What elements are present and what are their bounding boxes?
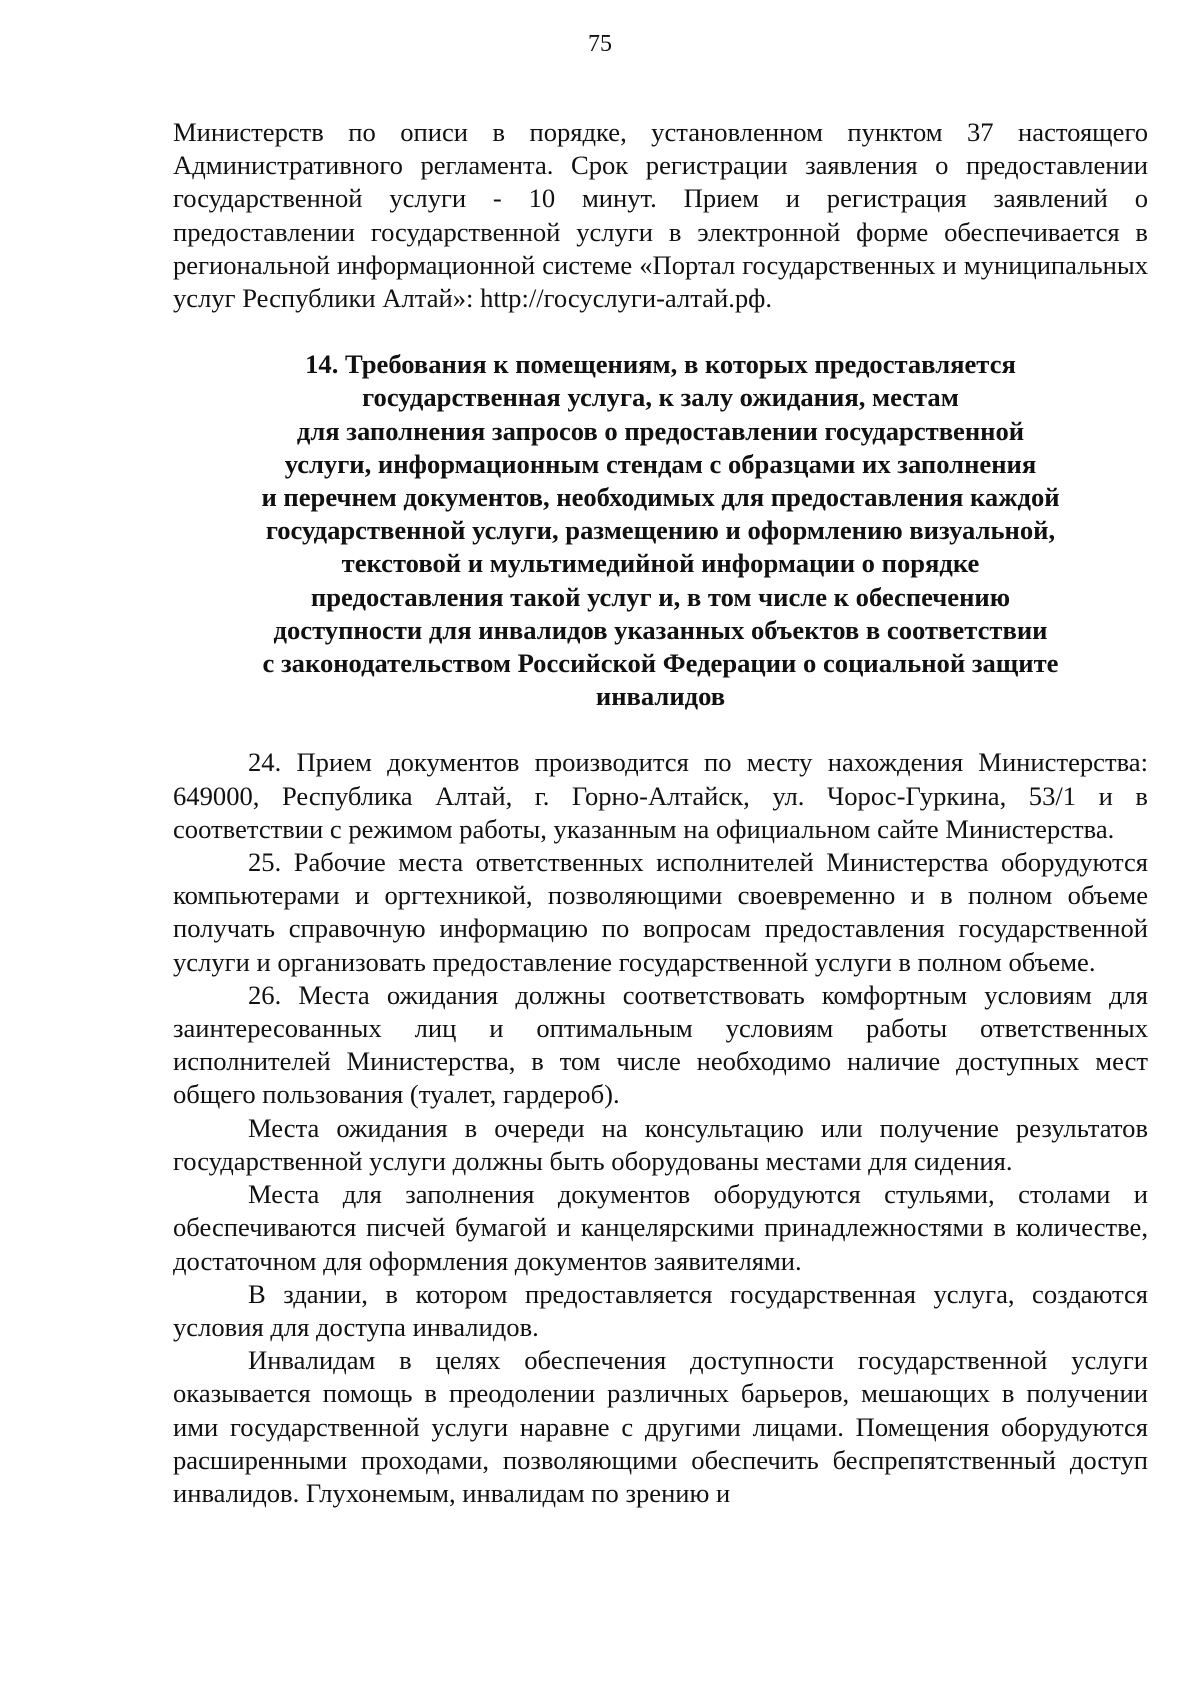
heading-line: для заполнения запросов о предоставлении государственной [296, 415, 1025, 446]
paragraph-disabled-assistance: Инвалидам в целях обеспечения доступности государственной услуги оказывается помощь в преодолении различных барьеров, мешающих в получении ими государственной услуги наравне с другими лицами. Помещения оборудуются расширенными проходами, позволяющими обеспечить беспрепятственный доступ инвалидов. Глухонемым, инвалидам по зрению и [173, 1345, 1148, 1508]
heading-line: с законодательством Российской Федерации о социальной защите [262, 648, 1059, 679]
paragraph-filling-places: Места для заполнения документов оборудуются стульями, столами и обеспечиваются писчей бумагой и канцелярскими принадлежностями в количестве, достаточном для оформления документов заявителями. [173, 1179, 1148, 1276]
heading-line: и перечнем документов, необходимых для предоставления каждой [261, 482, 1060, 513]
heading-line: государственной услуги, размещению и оформлению визуальной, [265, 515, 1056, 546]
paragraph-building-accessibility: В здании, в котором предоставляется государственная услуга, создаются условия для доступа инвалидов. [173, 1278, 1148, 1342]
heading-line: доступности для инвалидов указанных объектов в соответствии [273, 614, 1048, 645]
section-heading [173, 348, 1148, 713]
heading-line: инвалидов [595, 681, 726, 712]
heading-line: текстовой и мультимедийной информации о порядке [341, 548, 980, 579]
spacer [173, 713, 1148, 746]
spacer [173, 315, 1148, 348]
heading-line: услуги, информационным стендам с образцами их заполнения [284, 448, 1037, 479]
page-number: 75 [588, 31, 612, 57]
heading-line: предоставления такой услуг и, в том числе к обеспечению [310, 581, 1011, 612]
heading-line: государственная услуга, к залу ожидания, местам [362, 382, 959, 413]
document-body [173, 116, 1148, 1510]
paragraph-25: 25. Рабочие места ответственных исполнителей Министерства оборудуются компьютерами и оргтехникой, позволяющими своевременно и в полном объеме получать справочную информацию по вопросам предоставления государственной услуги и организовать предоставление государственной услуги в полном объеме. [173, 847, 1148, 977]
paragraph-waiting-seating: Места ожидания в очереди на консультацию или получение результатов государственной услуги должны быть оборудованы местами для сидения. [173, 1112, 1148, 1176]
paragraph-26: 26. Места ожидания должны соответствовать комфортным условиям для заинтересованных лиц и оптимальным условиям работы ответственных исполнителей Министерства, в том числе необходимо наличие доступных мест общего пользования (туалет, гардероб). [173, 979, 1148, 1110]
paragraph-24: 24. Прием документов производится по месту нахождения Министерства: 649000, Республика Алтай, г. Горно-Алтайск, ул. Чорос-Гуркина, 53/1 и в соответствии с режимом работы, указанным на официальном сайте Министерства. [173, 747, 1148, 844]
heading-line: 14. Требования к помещениям, в которых предоставляется [305, 349, 1016, 380]
intro-paragraph: Министерств по описи в порядке, установленном пунктом 37 настоящего Административного регламента. Срок регистрации заявления о предоставлении государственной услуги - 10 минут. Прием и регистрация заявлений о предоставлении государственной услуги в электронной форме обеспечивается в региональной информационной системе «Портал государственных и муниципальных услуг Республики Алтай»: http://госуслуги-алтай.рф. [173, 117, 1148, 314]
